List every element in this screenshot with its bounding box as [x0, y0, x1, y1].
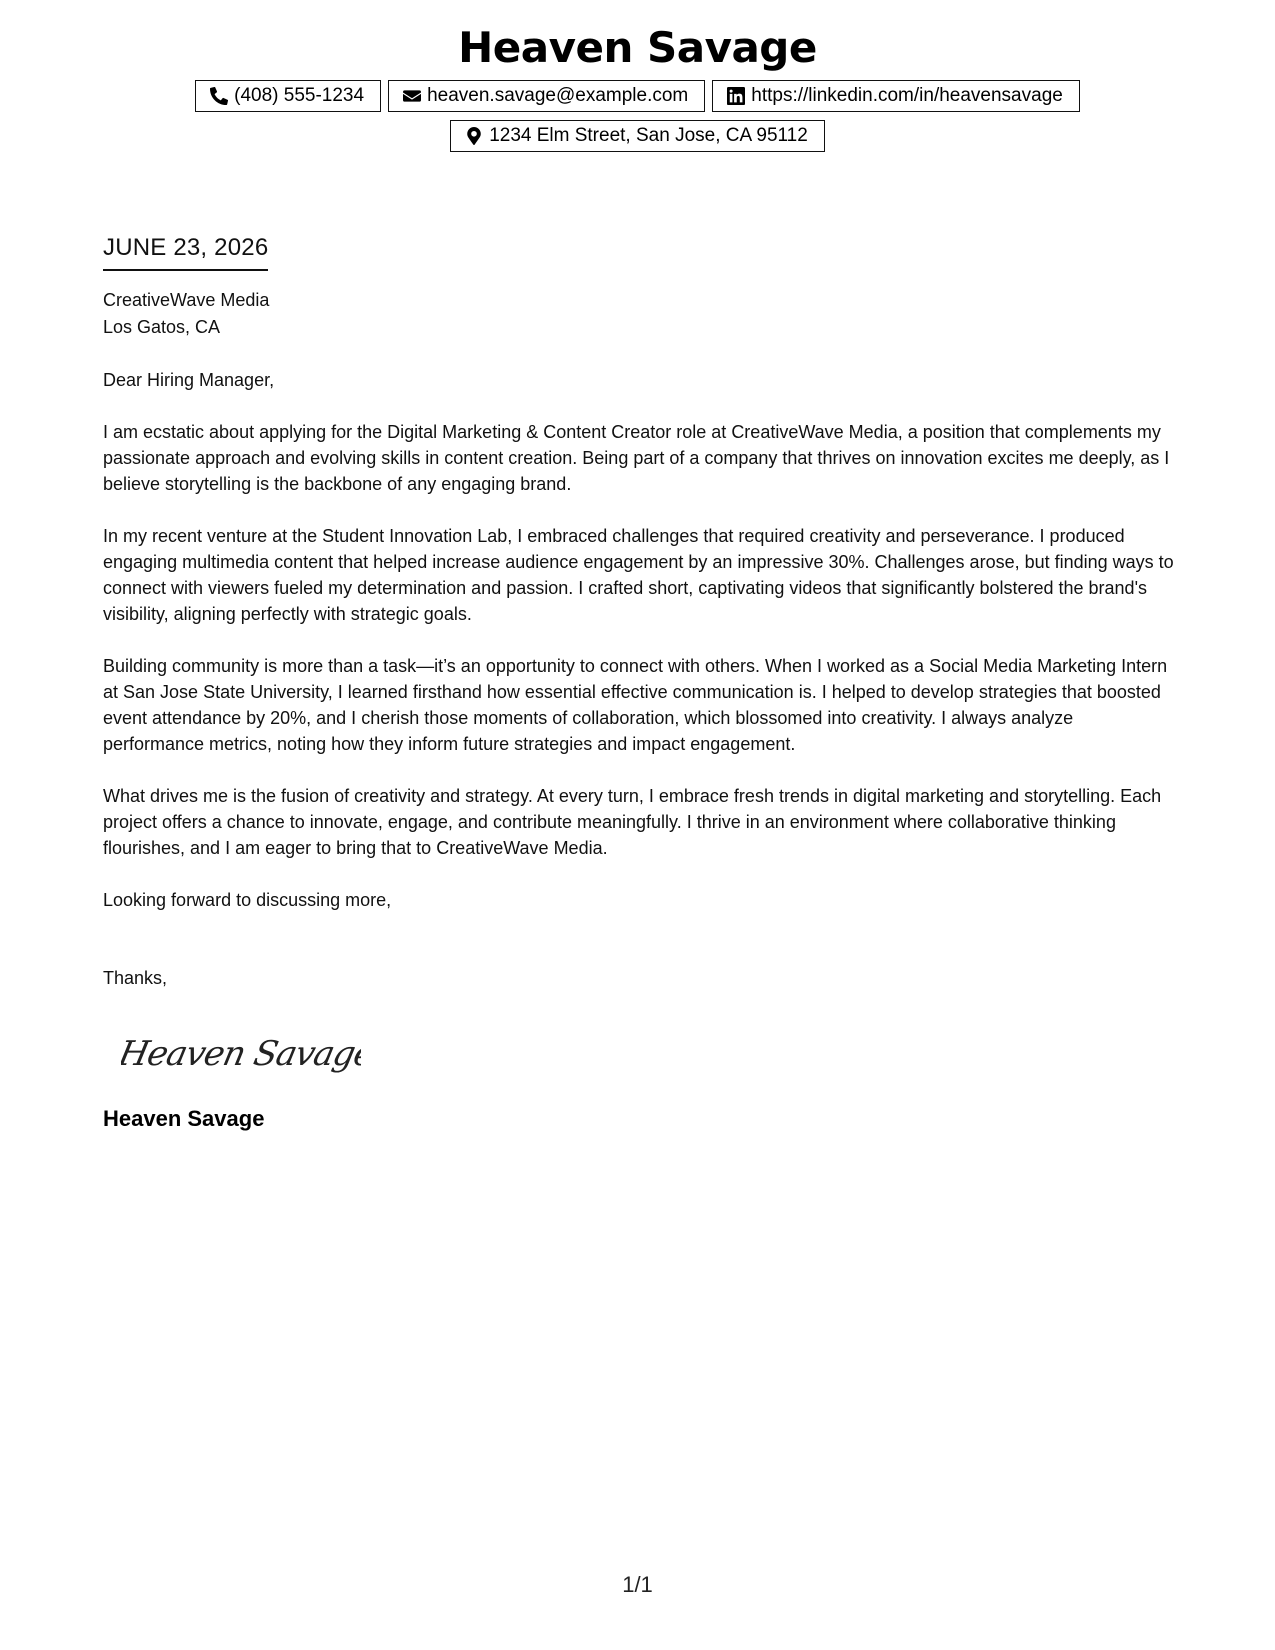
email-chip[interactable] [388, 80, 705, 112]
linkedin-text: https://linkedin.com/in/heavensavage [751, 85, 1063, 106]
contact-row-secondary [0, 120, 1275, 152]
phone-icon [210, 87, 228, 105]
body-paragraph: In my recent venture at the Student Innovation Lab, I embraced challenges that required creativity and perseverance. I produced engaging multimedia content that helped increase audience engagement by an impressive 30%. Challenges arose, but finding ways to connect with viewers fueled my determination and passion. I crafted short, captivating videos that significantly bolstered the brand's visibility, aligning perfectly with strategic goals. [103, 526, 1174, 624]
salutation: Dear Hiring Manager, [103, 370, 275, 390]
recipient-block [103, 287, 1178, 341]
address-text: 1234 Elm Street, San Jose, CA 95112 [489, 125, 808, 146]
letter-header [0, 20, 1275, 152]
body-paragraph: What drives me is the fusion of creativity and strategy. At every turn, I embrace fresh trends in digital marketing and storytelling. Each project offers a chance to innovate, engage, and contribute meaningfully. I thrive in an environment where collaborative thinking flourishes, and I am eager to bring that to CreativeWave Media. [103, 786, 1162, 858]
address-chip[interactable] [450, 120, 825, 152]
letter-date: JUNE 23, 2026 [103, 232, 268, 271]
linkedin-chip[interactable] [712, 80, 1080, 112]
body-paragraph: I am ecstatic about applying for the Digital Marketing & Content Creator role at CreativeWave Media, a position that complements my passionate approach and evolving skills in content creation. Being part of a company that thrives on innovation excites me deeply, as I believe storytelling is the backbone of any engaging brand. [103, 422, 1170, 494]
letter-body [103, 232, 1178, 1133]
recipient-location: Los Gatos, CA [103, 317, 221, 337]
linkedin-icon [727, 87, 745, 105]
phone-chip[interactable] [195, 80, 381, 112]
map-pin-icon [465, 127, 483, 145]
recipient-company: CreativeWave Media [103, 290, 270, 310]
signed-name: Heaven Savage [103, 1106, 265, 1131]
page-number: 1/1 [622, 1572, 653, 1597]
envelope-icon [403, 87, 421, 105]
handwritten-signature [121, 1027, 361, 1077]
phone-text: (408) 555-1234 [234, 85, 365, 106]
body-paragraph: Building community is more than a task—it’s an opportunity to connect with others. When I worked as a Social Media Marketing Intern at San Jose State University, I learned firsthand how essential effective communication is. I helped to develop strategies that boosted event attendance by 20%, and I cherish those moments of collaboration, which blossomed into creativity. I always analyze performance metrics, noting how they inform future strategies and impact engagement. [103, 656, 1168, 754]
email-text: heaven.savage@example.com [427, 85, 689, 106]
applicant-name: Heaven Savage [458, 23, 817, 72]
closing-line: Looking forward to discussing more, [103, 890, 392, 910]
contact-row-primary [0, 80, 1275, 112]
svg-text:Heaven Savage: Heaven Savage [121, 1034, 361, 1074]
thanks-line: Thanks, [103, 968, 168, 988]
